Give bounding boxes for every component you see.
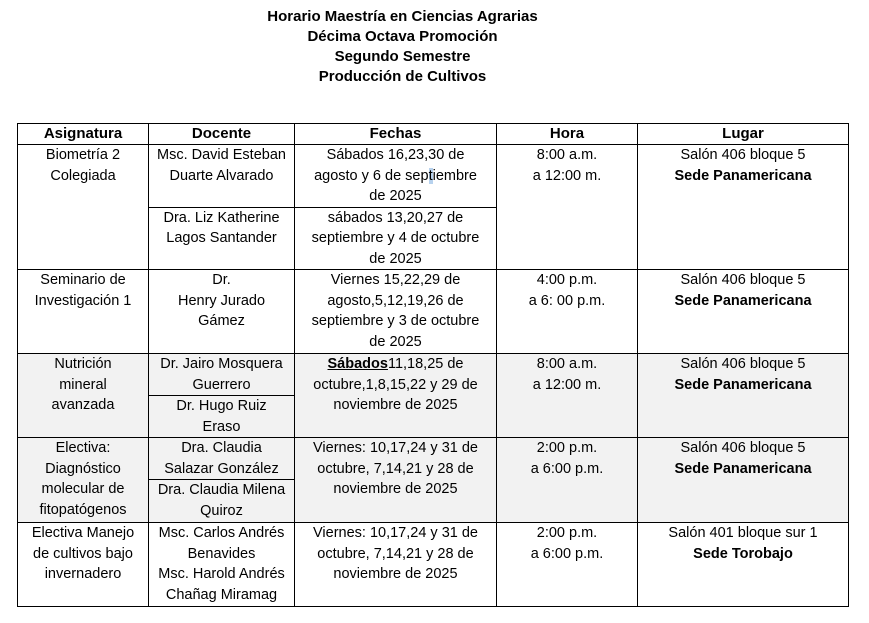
cell-fechas — [295, 438, 497, 523]
cell-line: Sede Panamericana — [674, 292, 812, 309]
cell-line: sábados 13,20,27 de — [327, 209, 464, 226]
cell-line: agosto,5,12,19,26 de — [327, 292, 464, 309]
table-header-row — [18, 124, 849, 145]
cell-asignatura — [18, 523, 149, 607]
cell-line: Nutrición — [54, 356, 112, 372]
cell-line: a 12:00 m. — [532, 376, 602, 393]
cell-line: de 2025 — [369, 250, 422, 267]
cell-docente — [149, 523, 295, 607]
cell-line: 8:00 a.m. — [536, 147, 598, 163]
text-cursor-selection: t — [428, 167, 433, 184]
cell-hora — [497, 145, 638, 270]
cell-line: invernadero — [44, 566, 122, 582]
cell-fechas — [295, 354, 497, 438]
cell-line: Viernes: 10,17,24 y 31 de — [313, 525, 478, 541]
cell-line: Dr. — [212, 272, 231, 288]
cell-line: a 6:00 p.m. — [530, 460, 604, 477]
cell-line: Sede Panamericana — [674, 167, 812, 184]
cell-line: de cultivos bajo — [33, 545, 133, 562]
col-header-lugar: Lugar — [638, 124, 849, 145]
text-run: agosto y 6 de sep — [314, 167, 429, 184]
cell-fechas — [295, 145, 497, 208]
cell-lugar — [638, 270, 849, 354]
cell-line: Dra. Liz Katherine — [163, 209, 280, 226]
cell-line: Duarte Alvarado — [169, 167, 274, 184]
header-track: Producción de Cultivos — [318, 68, 487, 85]
cell-line: Diagnóstico — [45, 460, 121, 477]
cell-line: noviembre de 2025 — [333, 397, 458, 413]
cell-line: avanzada — [51, 397, 115, 413]
col-header-asignatura: Asignatura — [18, 124, 149, 145]
cell-line: Sede Panamericana — [674, 460, 812, 477]
cell-docente — [149, 270, 295, 354]
cell-line: Msc. Harold Andrés — [158, 566, 285, 582]
cell-line: Salón 401 bloque sur 1 — [668, 525, 818, 541]
cell-line: Electiva Manejo — [31, 525, 135, 541]
cell-docente — [149, 354, 295, 396]
cell-line: Sábados 16,23,30 de — [326, 147, 465, 163]
table-row — [18, 145, 849, 208]
cell-lugar — [638, 354, 849, 438]
header-program: Horario Maestría en Ciencias Agrarias — [267, 8, 538, 25]
table-row — [18, 354, 849, 396]
cell-line: octubre, 7,14,21 y 28 de — [317, 460, 474, 477]
cell-line: Msc. Carlos Andrés — [158, 525, 285, 541]
cell-line: Viernes: 10,17,24 y 31 de — [313, 440, 478, 456]
cell-asignatura — [18, 354, 149, 438]
cell-lugar — [638, 145, 849, 270]
cell-fechas — [295, 207, 497, 270]
text-run: 11,18,25 de — [387, 356, 464, 372]
cell-hora — [497, 523, 638, 607]
cell-line: Dra. Claudia — [181, 440, 262, 456]
cell-hora — [497, 270, 638, 354]
cell-line: Colegiada — [50, 167, 116, 184]
cell-line: Salón 406 bloque 5 — [680, 356, 806, 372]
cell-line: 8:00 a.m. — [536, 356, 598, 372]
cell-line: Biometría 2 — [45, 147, 121, 163]
text-run: Sábados — [327, 356, 388, 372]
cell-line: Electiva: — [55, 440, 111, 456]
cell-docente — [149, 396, 295, 438]
cell-line: Msc. David Esteban — [157, 147, 286, 163]
header-cohort: Décima Octava Promoción — [307, 28, 498, 45]
cell-line: Quiroz — [200, 502, 243, 519]
cell-asignatura — [18, 270, 149, 354]
cell-docente — [149, 207, 295, 270]
table-row — [18, 270, 849, 354]
cell-line: Sede Panamericana — [674, 376, 812, 393]
cell-line: Dr. Hugo Ruiz — [176, 398, 267, 414]
cell-line: Gámez — [198, 313, 245, 329]
cell-line: Sede Torobajo — [693, 545, 793, 562]
cell-asignatura — [18, 145, 149, 270]
cell-line: septiembre y 4 de octubre — [311, 230, 480, 246]
col-header-hora: Hora — [497, 124, 638, 145]
cell-line: a 6: 00 p.m. — [528, 292, 606, 309]
header-semester: Segundo Semestre — [334, 48, 471, 65]
cell-line: noviembre de 2025 — [333, 481, 458, 497]
cell-line: octubre, 7,14,21 y 28 de — [317, 545, 474, 562]
cell-fechas — [295, 270, 497, 354]
table-row — [18, 438, 849, 480]
cell-line: a 6:00 p.m. — [530, 545, 604, 562]
cell-line: de 2025 — [369, 188, 422, 204]
cell-line: Benavides — [187, 545, 256, 562]
cell-line: 2:00 p.m. — [536, 525, 598, 541]
cell-line: Salón 406 bloque 5 — [680, 147, 806, 163]
schedule-table — [17, 123, 849, 607]
cell-lugar — [638, 438, 849, 523]
cell-line: Salazar González — [164, 460, 279, 477]
cell-docente — [149, 438, 295, 480]
cell-hora — [497, 354, 638, 438]
cell-line: octubre,1,8,15,22 y 29 de — [313, 376, 478, 393]
cell-line: septiembre y 3 de octubre — [311, 313, 480, 329]
document-header — [0, 7, 805, 87]
cell-line: Eraso — [202, 418, 241, 435]
table-row — [18, 523, 849, 607]
cell-line: Viernes 15,22,29 de — [330, 272, 461, 288]
cell-hora — [497, 438, 638, 523]
cell-line — [298, 166, 493, 187]
cell-line — [298, 354, 493, 375]
cell-line: noviembre de 2025 — [333, 566, 458, 582]
cell-line: a 12:00 m. — [532, 167, 602, 184]
cell-docente — [149, 145, 295, 208]
col-header-docente: Docente — [149, 124, 295, 145]
cell-line: Lagos Santander — [166, 230, 277, 246]
cell-line: Salón 406 bloque 5 — [680, 440, 806, 456]
cell-fechas — [295, 523, 497, 607]
cell-line: fitopatógenos — [39, 501, 127, 518]
cell-lugar — [638, 523, 849, 607]
cell-line: Dr. Jairo Mosquera — [160, 356, 283, 372]
cell-line: Henry Jurado — [177, 292, 266, 309]
cell-asignatura — [18, 438, 149, 523]
col-header-fechas: Fechas — [295, 124, 497, 145]
cell-line: molecular de — [41, 481, 125, 497]
cell-line: 4:00 p.m. — [536, 272, 598, 288]
cell-line: Chañag Miramag — [165, 586, 278, 603]
cell-line: Seminario de — [40, 272, 126, 288]
cell-line: mineral — [59, 376, 107, 393]
cell-line: Investigación 1 — [34, 292, 132, 309]
cell-line: de 2025 — [369, 333, 422, 350]
text-run: iembre — [432, 167, 477, 184]
cell-line: Dra. Claudia Milena — [157, 482, 286, 498]
cell-docente — [149, 480, 295, 523]
cell-line: Salón 406 bloque 5 — [680, 272, 806, 288]
cell-line: 2:00 p.m. — [536, 440, 598, 456]
cell-line: Guerrero — [192, 376, 251, 393]
